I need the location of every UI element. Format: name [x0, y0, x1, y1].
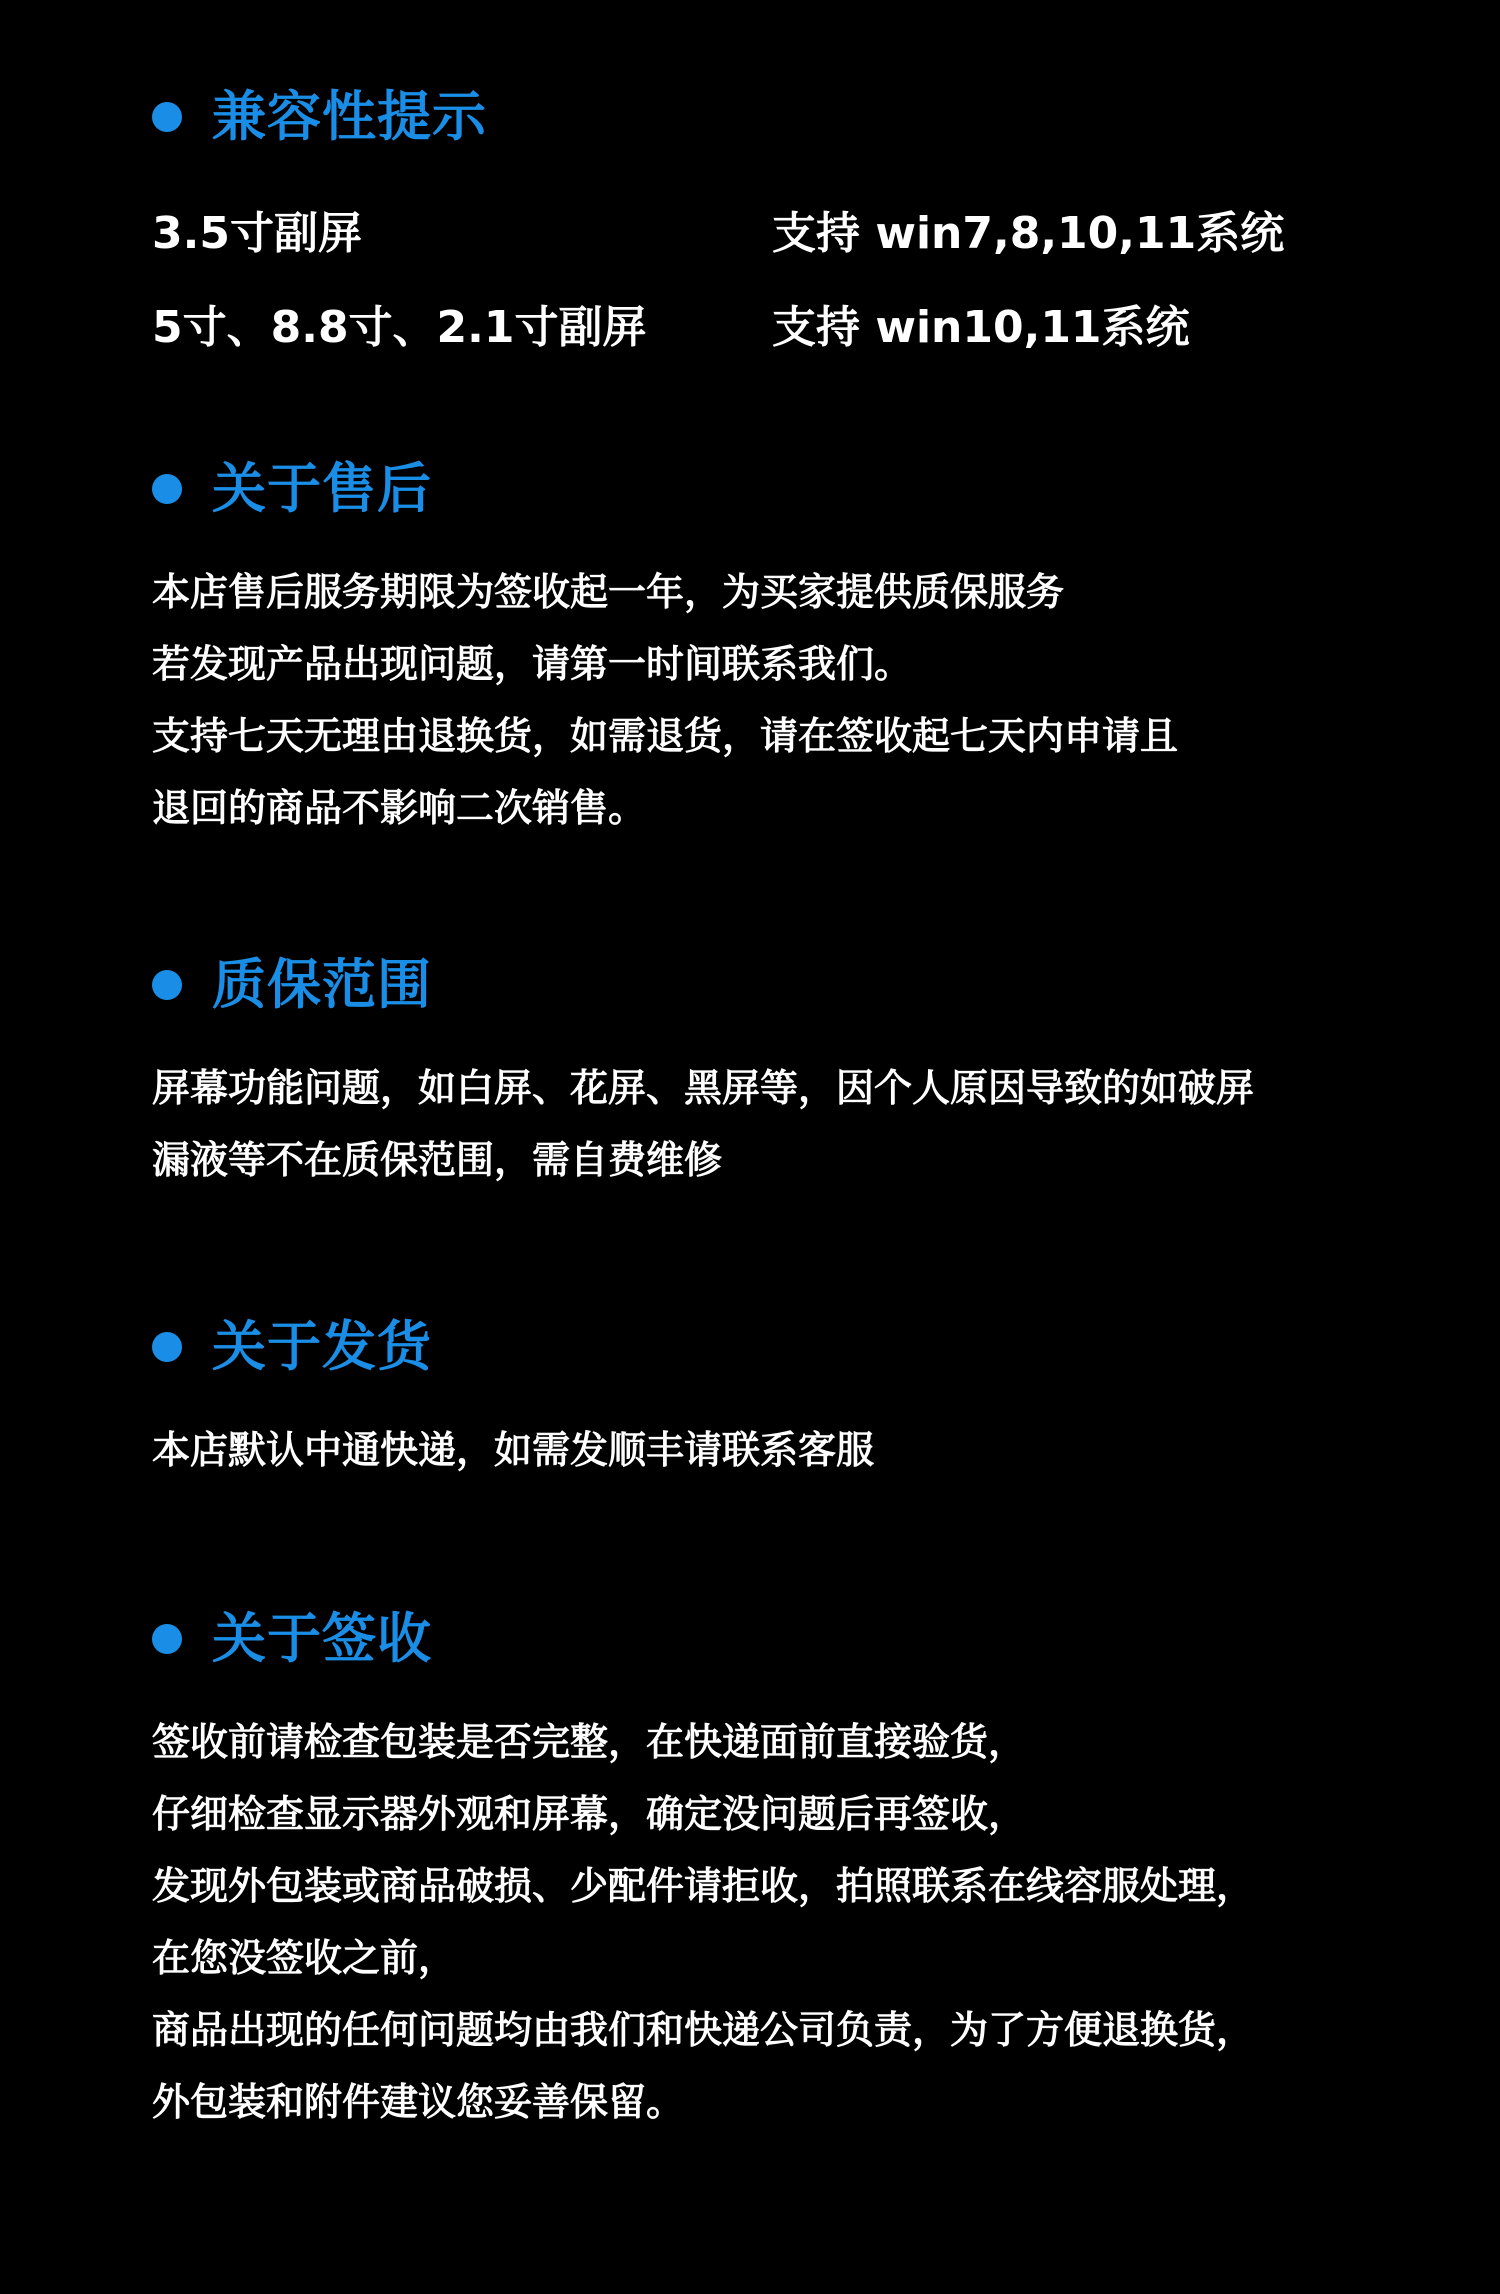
bullet-icon — [152, 474, 182, 504]
text-line: 支持七天无理由退换货，如需退货，请在签收起七天内申请且 — [152, 714, 1179, 758]
compatibility-section — [152, 82, 1402, 358]
text-line: 签收前请检查包装是否完整，在快递面前直接验货， — [152, 1720, 1027, 1764]
text-line: 若发现产品出现问题，请第一时间联系我们。 — [152, 642, 913, 686]
receipt-title: 关于签收 — [212, 1607, 432, 1670]
text-line: 发现外包装或商品破损、少配件请拒收，拍照联系在线容服处理， — [152, 1864, 1255, 1908]
compat-row — [152, 204, 1402, 264]
shipping-section — [152, 1312, 1402, 1486]
shipping-heading — [152, 1312, 1402, 1382]
compat-size: 5寸、8.8寸、2.1寸副屏 — [152, 302, 647, 353]
after-sales-text — [152, 556, 1402, 844]
bullet-icon — [152, 1332, 182, 1362]
compat-size: 3.5寸副屏 — [152, 208, 362, 259]
warranty-text — [152, 1052, 1402, 1196]
receipt-heading — [152, 1604, 1402, 1674]
text-line: 本店默认中通快递，如需发顺丰请联系客服 — [152, 1428, 875, 1472]
compatibility-heading — [152, 82, 1402, 152]
warranty-section — [152, 950, 1402, 1196]
compat-os: 支持 win10,11系统 — [772, 302, 1190, 353]
warranty-heading — [152, 950, 1402, 1020]
text-line: 漏液等不在质保范围，需自费维修 — [152, 1138, 723, 1182]
compatibility-title: 兼容性提示 — [212, 85, 487, 148]
bullet-icon — [152, 102, 182, 132]
bullet-icon — [152, 970, 182, 1000]
after-sales-title: 关于售后 — [212, 457, 432, 520]
receipt-text — [152, 1706, 1402, 2138]
text-line: 外包装和附件建议您妥善保留。 — [152, 2080, 685, 2124]
text-line: 屏幕功能问题，如白屏、花屏、黑屏等，因个人原因导致的如破屏 — [152, 1066, 1255, 1110]
shipping-text — [152, 1414, 1402, 1486]
text-line: 本店售后服务期限为签收起一年，为买家提供质保服务 — [152, 570, 1065, 614]
after-sales-section — [152, 454, 1402, 844]
bullet-icon — [152, 1624, 182, 1654]
receipt-section — [152, 1604, 1402, 2138]
text-line: 商品出现的任何问题均由我们和快递公司负责，为了方便退换货， — [152, 2008, 1255, 2052]
text-line: 退回的商品不影响二次销售。 — [152, 786, 647, 830]
text-line: 仔细检查显示器外观和屏幕，确定没问题后再签收， — [152, 1792, 1027, 1836]
warranty-title: 质保范围 — [212, 953, 432, 1016]
compat-row — [152, 298, 1402, 358]
shipping-title: 关于发货 — [212, 1315, 432, 1378]
text-line: 在您没签收之前， — [152, 1936, 457, 1980]
after-sales-heading — [152, 454, 1402, 524]
compat-os: 支持 win7,8,10,11系统 — [772, 208, 1285, 259]
